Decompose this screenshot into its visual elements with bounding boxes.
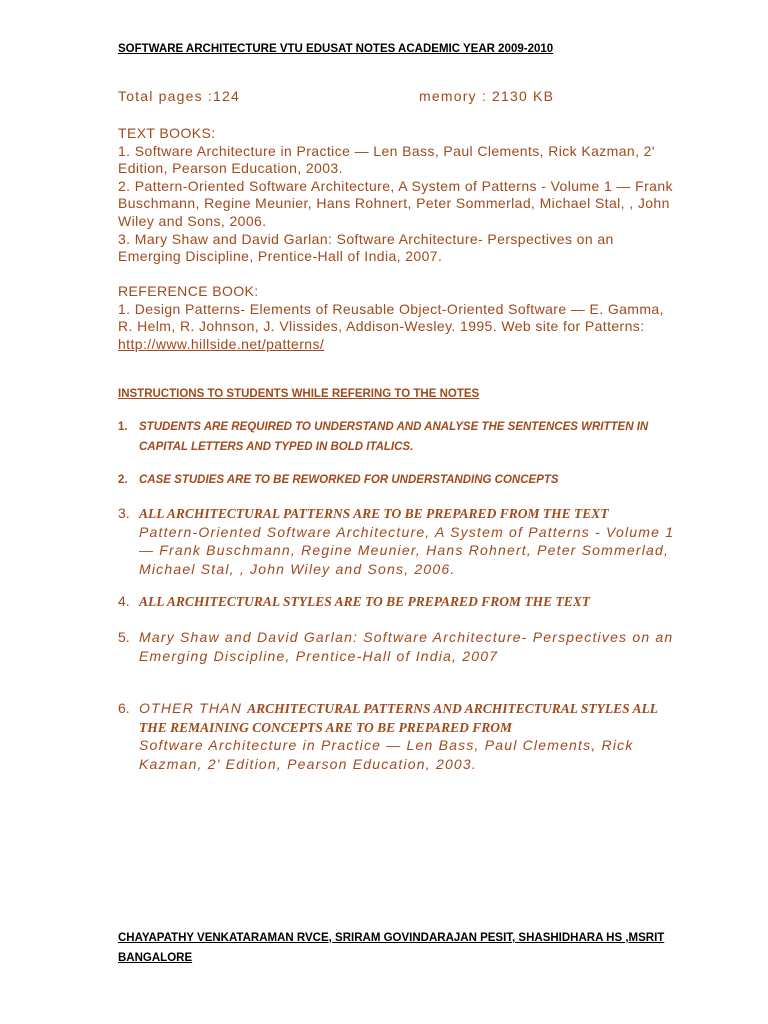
item-number: 2. bbox=[118, 474, 128, 486]
instructions-heading: INSTRUCTIONS TO STUDENTS WHILE REFERING TO THE NOTES bbox=[118, 388, 480, 400]
document-title: SOFTWARE ARCHITECTURE VTU EDUSAT NOTES ACADEMIC YEAR 2009-2010 bbox=[118, 43, 554, 55]
instruction-item-1 bbox=[118, 417, 678, 457]
item-number: 1. bbox=[118, 421, 128, 433]
instruction-lead-text: OTHER THAN bbox=[139, 700, 248, 716]
footer-authors: CHAYAPATHY VENKATARAMAN RVCE, SRIRAM GOVINDARAJAN PESIT, SHASHIDHARA HS ,MSRIT BANGALORE bbox=[118, 932, 665, 964]
text-books-section bbox=[118, 125, 678, 266]
item-number: 6. bbox=[118, 700, 130, 716]
instruction-italic-text: Mary Shaw and David Garlan: Software Architecture- Perspectives on an Emerging Discipline, Prentice-Hall of India, 2007 bbox=[139, 629, 674, 664]
instruction-bold-text: ALL ARCHITECTURAL PATTERNS ARE TO BE PREPARED FROM THE TEXT bbox=[139, 506, 609, 521]
instruction-text: CASE STUDIES ARE TO BE REWORKED FOR UNDERSTANDING CONCEPTS bbox=[139, 474, 559, 486]
instruction-item-3 bbox=[118, 505, 678, 579]
instruction-italic-text: Pattern-Oriented Software Architecture, A System of Patterns - Volume 1 — Frank Buschmann, Regine Meunier, Hans Rohnert, Peter Sommerlad, Michael Stal, , John Wiley and Sons, 2006. bbox=[139, 523, 675, 577]
reference-book-label: REFERENCE BOOK: bbox=[118, 283, 259, 299]
item-number: 3. bbox=[118, 505, 130, 521]
patterns-website-link[interactable]: http://www.hillside.net/patterns/ bbox=[118, 335, 325, 352]
instruction-italic-text: Software Architecture in Practice — Len Bass, Paul Clements, Rick Kazman, 2' Edition, Pearson Education, 2003. bbox=[139, 737, 634, 772]
instruction-text: STUDENTS ARE REQUIRED TO UNDERSTAND AND ANALYSE THE SENTENCES WRITTEN IN CAPITAL LETTERS AND TYPED IN BOLD ITALICS. bbox=[139, 421, 649, 453]
reference-book-section bbox=[118, 283, 678, 353]
instruction-item-2 bbox=[118, 470, 678, 490]
text-book-item: 2. Pattern-Oriented Software Architecture, A System of Patterns - Volume 1 — Frank Buschmann, Regine Meunier, Hans Rohnert, Peter Sommerlad, Michael Stal, , John Wiley and Sons, 2006. bbox=[118, 177, 673, 229]
instruction-item-4 bbox=[118, 593, 678, 612]
instruction-bold-text: ARCHITECTURAL PATTERNS AND ARCHITECTURAL STYLES ALL THE REMAINING CONCEPTS ARE TO BE PREPARED FROM bbox=[139, 701, 658, 735]
text-books-label: TEXT BOOKS: bbox=[118, 125, 216, 141]
text-book-item: 1. Software Architecture in Practice — Len Bass, Paul Clements, Rick Kazman, 2' Edition, Pearson Education, 2003. bbox=[118, 142, 655, 177]
instruction-item-6 bbox=[118, 700, 678, 774]
reference-book-text: 1. Design Patterns- Elements of Reusable Object-Oriented Software — E. Gamma, R. Helm, R. Johnson, J. Vlissides, Addison-Wesley. 1995. Web site for Patterns: bbox=[118, 300, 664, 335]
item-number: 5. bbox=[118, 629, 130, 645]
instruction-item-5 bbox=[118, 629, 678, 666]
reference-book-item bbox=[118, 301, 678, 354]
memory-size: memory : 2130 KB bbox=[419, 88, 555, 104]
text-book-item: 3. Mary Shaw and David Garlan: Software Architecture- Perspectives on an Emerging Discipline, Prentice-Hall of India, 2007. bbox=[118, 230, 614, 265]
instruction-bold-text: ALL ARCHITECTURAL STYLES ARE TO BE PREPARED FROM THE TEXT bbox=[139, 594, 590, 609]
item-number: 4. bbox=[118, 593, 130, 609]
total-pages: Total pages :124 bbox=[118, 88, 240, 104]
